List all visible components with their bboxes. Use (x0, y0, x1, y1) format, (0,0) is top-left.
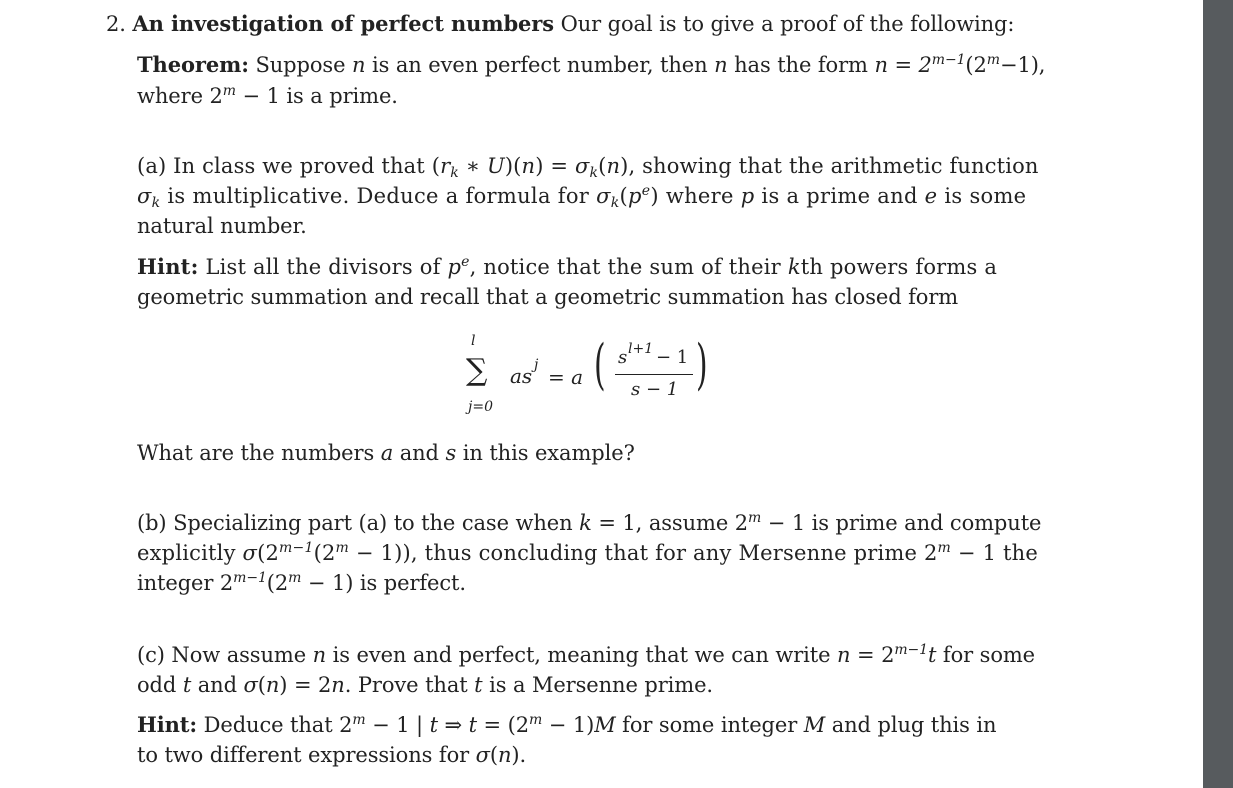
math-text: ( (489, 743, 498, 767)
math-exponent: m (352, 712, 366, 728)
math-exponent: m (222, 83, 236, 99)
part-a-text: is multiplicative. Deduce a formula for (160, 184, 597, 208)
problem-title: An investigation of perfect numbers (132, 11, 554, 36)
math-text: ( (598, 154, 607, 178)
math-var: k (579, 511, 592, 535)
part-a-text: ) where (650, 184, 741, 208)
math-exponent: m−1 (233, 570, 267, 586)
math-text: −1), (999, 53, 1046, 77)
math-text: ( (619, 184, 629, 208)
math-var: p (447, 255, 462, 279)
math-text: − 1) (542, 713, 595, 737)
part-c-text: is a Mersenne prime. (482, 673, 713, 697)
math-subscript: k (589, 165, 599, 181)
part-b-text: − 1 is prime and compute (761, 511, 1042, 535)
sum-term: as (510, 364, 533, 388)
part-b-text: − 1)), thus concluding that for any Mersenne prime 2 (349, 541, 938, 565)
math-var: p (740, 184, 755, 208)
math-text: ) = (535, 154, 575, 178)
math-var: n (714, 53, 728, 77)
part-b-line-3 (137, 570, 466, 596)
math-var: σ (243, 673, 258, 697)
math-var: a (380, 441, 394, 465)
hint-c-line-2 (137, 742, 526, 768)
left-big-paren: ( (594, 333, 606, 396)
math-var: n (497, 743, 512, 767)
math-text: = 2 (850, 643, 895, 667)
math-var: s (445, 441, 457, 465)
part-b-text: explicitly (137, 541, 243, 565)
part-a-text: (a) In class we proved that ( (137, 154, 441, 178)
theorem-text: − 1 is a prime. (235, 84, 398, 108)
math-var: U (486, 154, 505, 178)
question-line (137, 440, 635, 466)
part-b-text: − 1) is perfect. (301, 571, 466, 595)
sum-upper-limit: l (471, 333, 476, 349)
hint-label: Hint: (137, 712, 198, 737)
math-text: = (2 (476, 713, 529, 737)
numerator-exponent: l+1 (628, 341, 654, 357)
sum-term-exponent: j (534, 357, 539, 373)
math-var: n (837, 643, 851, 667)
math-text: − 1 | (365, 713, 430, 737)
question-text: and (393, 441, 446, 465)
math-exponent: m (986, 52, 1000, 68)
question-text: What are the numbers (137, 441, 381, 465)
hint-text: to two different expressions for (137, 743, 476, 767)
math-var: n (606, 154, 621, 178)
part-c-text: for some (936, 643, 1036, 667)
math-exponent: m (748, 510, 762, 526)
fraction-denominator: s − 1 (631, 379, 679, 400)
question-text: in this example? (456, 441, 635, 465)
theorem-label: Theorem: (137, 52, 249, 77)
part-b-text: − 1 the (951, 541, 1039, 565)
math-text: ( (257, 673, 266, 697)
math-var: σ (137, 184, 152, 208)
part-c-text: (c) Now assume (137, 643, 313, 667)
hint-text: geometric summation and recall that a geometric summation has closed form (137, 285, 959, 309)
hint-text: Deduce that 2 (203, 713, 353, 737)
hint-c-line-1 (137, 712, 996, 738)
hint-text: for some integer (615, 713, 804, 737)
math-exponent: m (335, 540, 350, 556)
right-big-paren: ) (696, 333, 708, 396)
math-exponent: m−1 (931, 52, 966, 68)
hint-a-line-2 (137, 284, 958, 310)
summation-symbol: ∑ (466, 353, 488, 388)
math-text: (2 (965, 53, 987, 77)
part-b-text: (b) Specializing part (a) to the case when (137, 511, 580, 535)
part-a-text: natural number. (137, 214, 307, 238)
math-var: σ (475, 743, 490, 767)
math-text: (2 (257, 541, 280, 565)
problem-heading (106, 11, 1014, 37)
math-text: )( (504, 154, 522, 178)
problem-intro: Our goal is to give a proof of the following: (560, 12, 1015, 36)
math-exponent: m−1 (894, 642, 928, 658)
equals-a: = a (548, 365, 584, 389)
math-subscript: k (450, 165, 459, 181)
part-b-line-1 (137, 510, 1041, 536)
math-var: r (440, 154, 451, 178)
math-var: t (474, 673, 483, 697)
hint-text: and plug this in (825, 713, 997, 737)
math-text: ). (511, 743, 527, 767)
math-var: σ (242, 541, 258, 565)
part-b-text: = 1, assume 2 (591, 511, 748, 535)
math-var: σ (596, 184, 611, 208)
math-var: σ (574, 154, 590, 178)
math-var: M (594, 713, 616, 737)
math-subscript: k (610, 195, 620, 211)
math-exponent: m−1 (279, 540, 314, 556)
math-var: n (521, 154, 536, 178)
math-var: t (429, 713, 438, 737)
hint-a-line-1 (137, 254, 997, 280)
part-b-line-2 (137, 540, 1038, 566)
math-var: e (924, 184, 938, 208)
theorem-text: is an even perfect number, then (372, 53, 708, 77)
part-c-text: and (191, 673, 244, 697)
theorem-line-1 (137, 52, 1045, 78)
fraction-bar (615, 374, 693, 375)
math-text: ) = 2 (279, 673, 332, 697)
part-a-line-2 (137, 183, 1026, 209)
fraction-numerator: s (618, 347, 628, 368)
part-b-text: integer 2 (137, 571, 234, 595)
math-text: ∗ (458, 154, 487, 178)
math-var: n (351, 53, 366, 77)
math-var: t (468, 713, 477, 737)
math-var: k (787, 255, 801, 279)
part-c-text: odd (137, 673, 183, 697)
math-var: n (265, 673, 280, 697)
part-a-line-1 (137, 153, 1039, 179)
part-a-line-3 (137, 213, 307, 239)
geometric-sum-formula (455, 333, 765, 423)
part-c-line-1 (137, 642, 1035, 668)
math-var: M (803, 713, 826, 737)
scrollbar[interactable] (1203, 0, 1233, 788)
math-subscript: k (151, 195, 161, 211)
math-text: ⇒ (437, 713, 469, 737)
part-a-text: is a prime and (754, 184, 925, 208)
math-var: t (928, 643, 937, 667)
theorem-line-2 (137, 83, 398, 109)
math-text: (2 (266, 571, 289, 595)
part-c-text: is even and perfect, meaning that we can write (326, 643, 838, 667)
numerator-tail: − 1 (656, 347, 689, 368)
hint-text: , notice that the sum of their (469, 255, 788, 279)
hint-text: List all the divisors of (205, 255, 448, 279)
math-exponent: m (528, 712, 543, 728)
part-c-line-2 (137, 672, 713, 698)
theorem-formula: n = 2 (874, 53, 932, 77)
math-var: p (628, 184, 642, 208)
theorem-text: Suppose (255, 53, 346, 77)
math-exponent: m (937, 540, 952, 556)
theorem-text: where 2 (137, 84, 223, 108)
part-a-text: is some (937, 184, 1027, 208)
math-exponent: e (461, 254, 470, 270)
math-var: n (331, 673, 345, 697)
math-var: n (312, 643, 327, 667)
math-exponent: e (641, 183, 651, 199)
problem-number: 2. (106, 12, 126, 36)
math-exponent: m (288, 570, 302, 586)
theorem-text: has the form (734, 53, 868, 77)
part-c-text: . Prove that (344, 673, 475, 697)
math-var: t (182, 673, 192, 697)
math-text: (2 (313, 541, 336, 565)
hint-label: Hint: (137, 254, 199, 279)
part-a-text: ), showing that the arithmetic function (620, 154, 1039, 178)
sum-lower-limit: j=0 (468, 399, 493, 415)
hint-text: th powers forms a (800, 255, 998, 279)
